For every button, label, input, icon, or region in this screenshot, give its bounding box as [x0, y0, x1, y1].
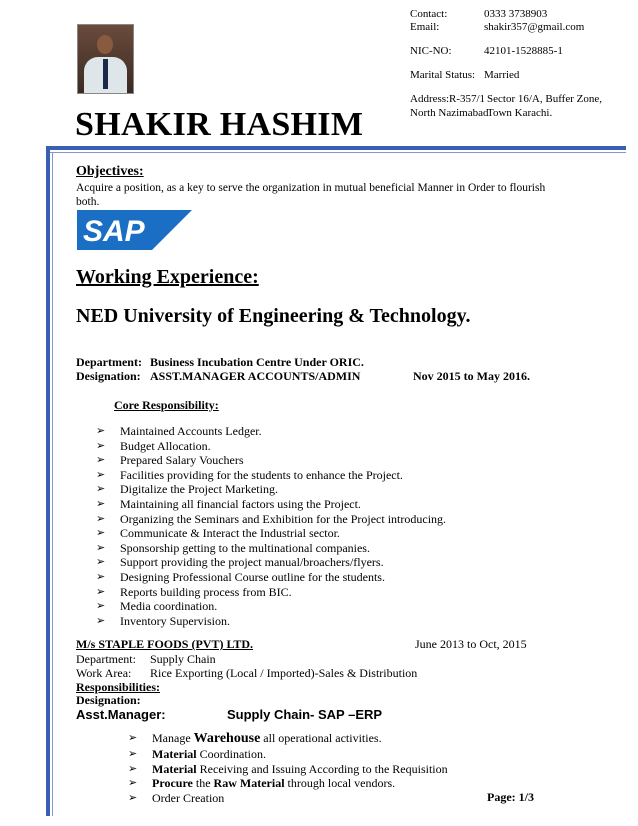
staple-workarea-label: Work Area:	[76, 666, 132, 680]
ned-designation-value: ASST.MANAGER ACCOUNTS/ADMIN	[150, 369, 361, 383]
arrow-bullet-icon: ➢	[128, 790, 138, 804]
list-item: ➢ Communicate & Interact the Industrial sector.	[96, 526, 340, 541]
arrow-bullet-icon: ➢	[128, 731, 138, 744]
candidate-name: SHAKIR HASHIM	[75, 106, 364, 143]
objectives-title: Objectives:	[76, 164, 144, 179]
arrow-bullet-icon: ➢	[96, 496, 106, 510]
list-item: ➢ Digitalize the Project Marketing.	[96, 482, 278, 497]
ned-responsibility-list	[96, 424, 446, 628]
list-item: ➢ Material Receiving and Issuing According to the Requisition	[128, 761, 448, 776]
contact-label: Contact:	[410, 8, 448, 20]
marital-label: Marital Status:	[410, 69, 476, 81]
header-rule-thin	[46, 152, 626, 153]
arrow-bullet-icon: ➢	[96, 599, 106, 613]
list-item: ➢ Inventory Supervision.	[96, 613, 230, 628]
list-item: ➢ Maintaining all financial factors using the Project.	[96, 496, 361, 511]
address-line1-b: Sector 16/A, Buffer Zone,	[487, 93, 602, 105]
list-item: ➢ Support providing the project manual/broachers/flyers.	[96, 555, 384, 570]
list-item: ➢ Media coordination.	[96, 599, 218, 614]
address-line2-b: Town Karachi.	[487, 107, 553, 119]
list-item: ➢ Sponsorship getting to the multinational companies.	[96, 540, 370, 555]
arrow-bullet-icon: ➢	[96, 555, 106, 569]
staple-department-value: Supply Chain	[150, 652, 216, 666]
staple-position-detail: Supply Chain- SAP –ERP	[227, 707, 383, 722]
arrow-bullet-icon: ➢	[96, 511, 106, 525]
ned-designation-label: Designation:	[76, 369, 141, 383]
arrow-bullet-icon: ➢	[96, 584, 106, 598]
nic-label: NIC-NO:	[410, 45, 452, 57]
nic-value: 42101-1528885-1	[484, 45, 563, 57]
email-label: Email:	[410, 21, 440, 33]
header-rule	[46, 146, 626, 150]
objectives-text: Acquire a position, as a key to serve the organization in mutual beneficial Manner in Order to flourish both.	[76, 182, 546, 208]
contact-value: 0333 3738903	[484, 8, 548, 20]
left-border	[46, 146, 50, 816]
arrow-bullet-icon: ➢	[96, 424, 106, 437]
arrow-bullet-icon: ➢	[96, 438, 106, 452]
staple-position: Asst.Manager:	[76, 707, 166, 722]
arrow-bullet-icon: ➢	[96, 467, 106, 481]
sap-logo-text: SAP	[83, 215, 145, 248]
staple-responsibilities-label: Responsibilities:	[76, 680, 161, 694]
ned-department-label: Department:	[76, 355, 142, 369]
working-experience-title: Working Experience:	[76, 266, 259, 288]
sap-logo-mark: ®	[148, 239, 154, 248]
arrow-bullet-icon: ➢	[96, 453, 106, 467]
ned-period: Nov 2015 to May 2016.	[413, 369, 530, 383]
staple-period: June 2013 to Oct, 2015	[415, 637, 527, 651]
page-number: Page: 1/3	[487, 790, 534, 804]
list-item: ➢ Reports building process from BIC.	[96, 584, 292, 599]
arrow-bullet-icon: ➢	[128, 761, 138, 775]
list-item: ➢ Manage Warehouse all operational activities.	[128, 731, 382, 746]
address-line2-a: North Nazimabad	[410, 107, 489, 119]
ned-department-value: Business Incubation Centre Under ORIC.	[150, 355, 364, 369]
list-item: ➢ Prepared Salary Vouchers	[96, 453, 244, 468]
staple-foods-title: M/s STAPLE FOODS (PVT) LTD.	[76, 637, 254, 651]
left-border-thin	[52, 152, 53, 816]
list-item: ➢ Order Creation	[128, 790, 225, 805]
staple-designation-label: Designation:	[76, 693, 141, 707]
ned-university-title: NED University of Engineering & Technology.	[76, 305, 471, 327]
marital-value: Married	[484, 69, 520, 81]
staple-department-label: Department:	[76, 652, 136, 666]
core-responsibility-title: Core Responsibility:	[114, 398, 219, 412]
address-label: Address:	[410, 93, 450, 105]
list-item: ➢ Designing Professional Course outline for the students.	[96, 569, 385, 584]
arrow-bullet-icon: ➢	[128, 776, 138, 790]
staple-duties-list	[128, 730, 448, 805]
sap-logo	[77, 210, 192, 250]
list-item: ➢ Budget Allocation.	[96, 438, 211, 453]
arrow-bullet-icon: ➢	[128, 747, 138, 760]
list-item: ➢ Organizing the Seminars and Exhibition for the Project introducing.	[96, 511, 447, 526]
arrow-bullet-icon: ➢	[96, 540, 106, 554]
staple-workarea-value: Rice Exporting (Local / Imported)-Sales & Distribution	[150, 666, 418, 680]
arrow-bullet-icon: ➢	[96, 569, 106, 583]
arrow-bullet-icon: ➢	[96, 526, 106, 540]
list-item: ➢ Procure the Raw Material through local vendors.	[128, 776, 396, 791]
profile-photo	[77, 24, 134, 94]
list-item: ➢ Material Coordination.	[128, 747, 266, 761]
arrow-bullet-icon: ➢	[96, 482, 106, 496]
list-item: ➢ Facilities providing for the students to enhance the Project.	[96, 467, 403, 482]
list-item: ➢ Maintained Accounts Ledger.	[96, 424, 262, 438]
arrow-bullet-icon: ➢	[96, 613, 106, 627]
email-value[interactable]: shakir357@gmail.com	[484, 21, 585, 33]
address-line1-a: R-357/1	[449, 93, 486, 105]
